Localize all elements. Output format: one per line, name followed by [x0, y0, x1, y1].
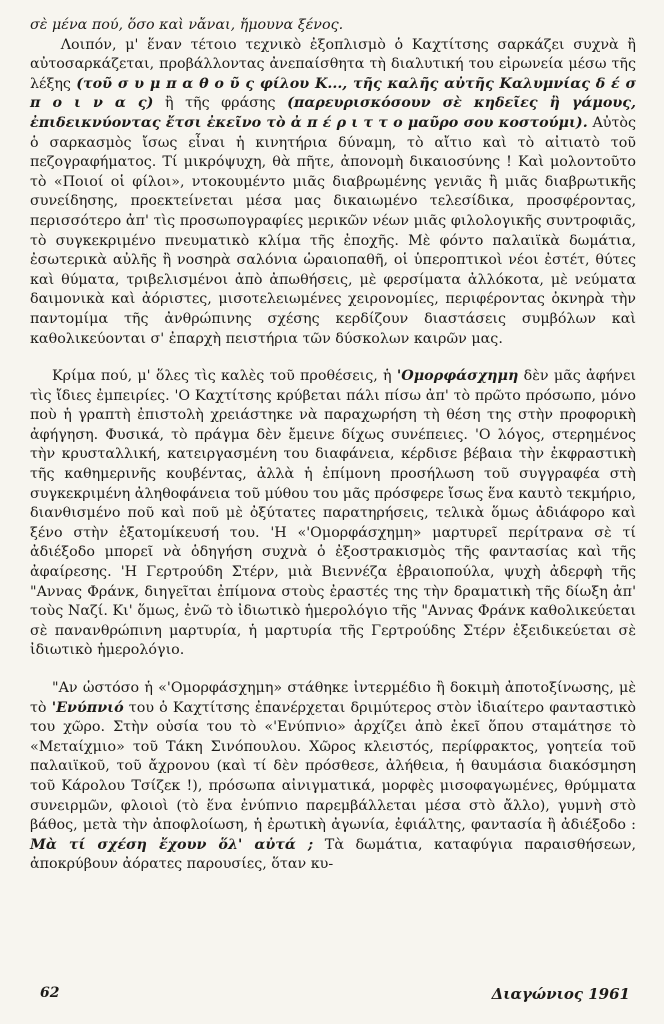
text-run: σὲ μένα πού, ὅσο καὶ νἄναι, ἤμουνα ξένος.: [30, 17, 344, 33]
page-number: 62: [40, 985, 60, 1001]
text-run: "Αν ὡστόσο ἡ «'Ομορφάσχημη» στάθηκε ἰντερμέδιο ἢ δοκιμὴ ἀποτοξίνωσης, μὲ τὸ: [30, 680, 636, 716]
journal-title: Διαγώνιος 1961: [491, 985, 630, 1003]
text-run: Αὐτὸς ὁ σαρκασμὸς ἴσως εἶναι ἡ κινητήρια δύναμη, τὸ αἴτιο καὶ τὸ αἰτιατὸ τοῦ πεζογραφήματος. Τί μικρόψυχη, θὰ πῆτε, ἀπονομὴ δικαιοσύνης ! Καὶ μολοντοῦτο τὸ «Ποιοί οἱ φίλοι», ντοκουμέντο μιᾶς διαβρωμένης γενιᾶς ἢ μιᾶς διαβρωτικῆς συνείδησης, προεκτείνεται μέσα μας δικαιωμένο τελεσίδικα, προσφέροντας, περισσότερο ἀπ' τὶς προσωπογραφίες μερικῶν νέων μιᾶς φιλολογικῆς συντροφιᾶς, τὸ συγκεκριμένο πνευματικὸ κλίμα τῆς ἐποχῆς. Μὲ φόντο παλαιϊκὰ δωμάτια, ἐσωτερικὰ αὐλῆς ἢ νοσηρὰ σαλόνια ὡραιοπαθῆ, οἱ ὑπεροπτικοὶ νέοι ἐστέτ, θύτες καὶ θύματα, τριβελισμένοι ἀπὸ ἀπωθήσεις, μὲ φερσίματα ἀλλόκοτα, μὲ νεύματα δαιμονικὰ καὶ ἀόριστες, μισοτελειωμένες χειρονομίες, περιφέροντας ὀκνηρὰ τὴν παντομίμα τῆς ἀνθρώπινης σχέσης κερδίζουν διαστάσεις συμβόλων καὶ καθολικεύονται σ' ἐπαρχὴ πειστήρια τῶν δύσκολων καιρῶν μας.: [30, 114, 636, 347]
page-footer: [30, 985, 636, 1007]
text-run-title: 'Ενύπνιό: [51, 699, 124, 716]
text-run: του ὁ Καχτίτσης ἐπανέρχεται δριμύτερος στὸν ἰδιαίτερο φανταστικὸ του χῶρο. Στὴν οὐσία του τὸ «'Ενύπνιο» ἀρχίζει ἀπὸ ἐκεῖ ὅπου σταμάτησε τὸ «Μεταίχμιο» τοῦ Τάκη Σινόπουλου. Χῶρος κλειστός, περίφρακτος, γοητεία τοῦ παλαιϊκοῦ, τοῦ ἄχρονου (καὶ τί δὲν πρόσθεσε, ἀλήθεια, ἡ θαυμάσια διακόσμηση τοῦ Κάρολου Τσίζεκ !), πρόσωπα αἰνιγματικά, μορφὲς μισοφαγωμένες, θρύμματα συνειρμῶν, φλοιοὶ (τὸ ἕνα ἐνύπνιο παρεμβάλλεται μέσα στὸ ἄλλο), γυμνὴ στὸ βάθος, μετὰ τὴν ἀποφλοίωση, ἡ ἐρωτικὴ ἀγωνία, ἐφιάλτης, φαντασία ἢ ἀδιέξοδο :: [30, 699, 636, 834]
paragraph-3: [30, 679, 636, 875]
text-run: Τὰ δωμάτια, καταφύγια παραισθήσεων, ἀποκρύβουν ἀόρατες παρουσίες, ὅταν κυ-: [30, 836, 637, 873]
text-run-emphasis: (παρευρισκόσουν σὲ κηδεῖες ἢ γάμους, ἐπιδεικνύοντας ἔτσι ἐκεῖνο τὸ ἀ π έ ρ ι τ τ ο μαῦρο σου κοστούμι).: [30, 95, 636, 131]
paragraph-2: [30, 367, 636, 661]
text-run: Λοιπόν, μ' ἕναν τέτοιο τεχνικὸ ἐξοπλισμὸ ὁ Καχτίτσης σαρκάζει συχνὰ ἢ αὐτοσαρκάζεται, προβάλλοντας ἀνεπαίσθητα τὴ διαλυτική του εἰρωνεία μέσω τῆς λέξης: [30, 36, 636, 92]
text-run: δὲν μᾶς ἀφήνει τὶς ἴδιες ἐμπειρίες. 'Ο Καχτίτσης κρύβεται πάλι πίσω ἀπ' τὸ πρῶτο πρόσωπο, μόνο ποὺ ἡ γραπτὴ ἐπιστολὴ χρειάστηκε νὰ παραχωρήση τὴ θέση της στὴν προφορικὴ ἀφήγηση. Φυσικά, τὸ πράγμα δὲν ἔμεινε δίχως συνέπειες. 'Ο λόγος, στερημένος τὴν κρυσταλλική, κατειργασμένη του διαφάνεια, κέρδισε βέβαια τὴν ἐκφραστικὴ τῆς καθημερινῆς κουβέντας, ἀλλὰ ἡ ἐπίμονη προσήλωση τοῦ συγγραφέα στὴ συγκεκριμένη ἀληθοφάνεια τοῦ μύθου του μᾶς πρόσφερε ἴσως ἕνα καυτὸ τεκμήριο, διανθισμένο ποῦ καὶ ποῦ μὲ ὀξύτατες παρατηρήσεις, τελικὰ ὅμως ἀδιάφορο καὶ ξένο στὴν ἐξατομίκευσή του. 'Η «'Ομορφάσχημη» μαρτυρεῖ περίτρανα σὲ τί ἀδιέξοδο μπορεῖ νὰ ὁδηγήση συχνὰ ὁ ἐξοστρακισμὸς τῆς φαντασίας καὶ τῆς ἀφαίρεσης. 'Η Γερτρούδη Στέρν, μιὰ Βιεννέζα ἑβραιοπούλα, ψυχὴ ἀδερφὴ τῆς "Αννας Φράνκ, διηγεῖται ἐπίμονα στοὺς ἐραστές της τὴν δραματικὴ τῆς δίωξη ἀπ' τοὺς Ναζί. Κι' ὅμως, ἐνῶ τὸ ἰδιωτικὸ ἡμερολόγιο τῆς "Αννας Φράνκ καθολικεύεται σὲ πανανθρώπινη μαρτυρία, ἡ μαρτυρία τῆς Γερτρούδης Στέρν ἐξειδικεύεται σὲ ἰδιωτικὸ ἡμερολόγιο.: [30, 368, 636, 659]
paragraph-1: [30, 16, 636, 349]
text-run-emphasis: (τοῦ σ υ μ π α θ ο ῦ ς φίλου Κ..., τῆς καλῆς αὐτῆς Καλυμνίας δ έ σ π ο ι ν α ς): [30, 75, 636, 112]
text-run: ἢ τῆς φράσης: [153, 95, 288, 112]
text-run-emphasis: Μὰ τί σχέση ἔχουν ὅλ' αὐτά ;: [30, 836, 314, 853]
text-run-title: 'Ομορφάσχημη: [396, 368, 519, 385]
text-run: Κρίμα πού, μ' ὅλες τὶς καλὲς τοῦ προθέσεις, ἡ: [52, 368, 397, 385]
